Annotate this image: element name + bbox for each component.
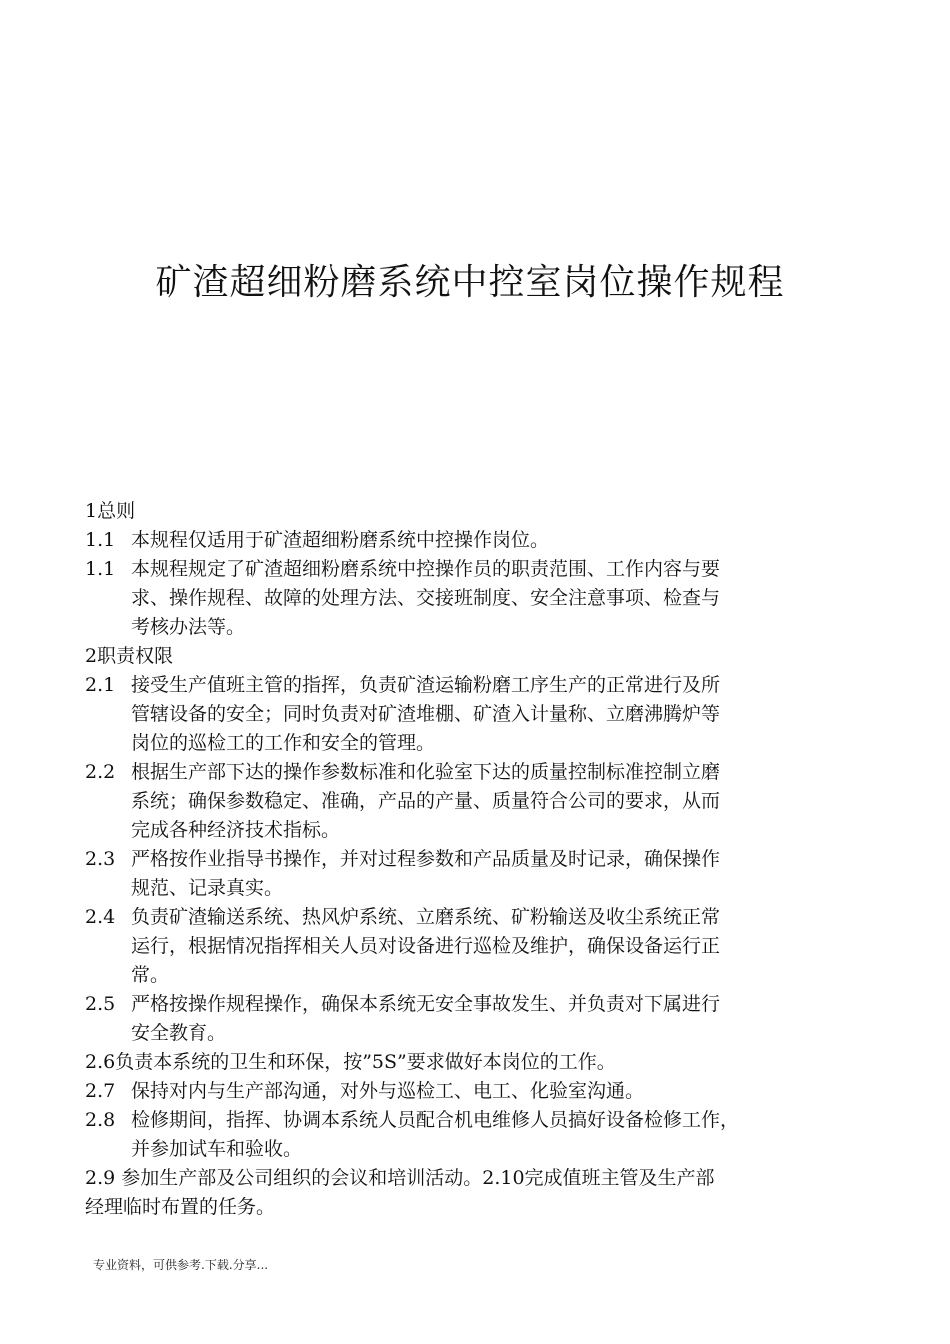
clause-text-line: 检修期间，指挥、协调本系统人员配合机电维修人员搞好设备检修工作，: [131, 1109, 740, 1131]
clause-number: 2.3: [85, 848, 116, 870]
clause-2-10-continuation: 经理临时布置的任务。: [85, 1196, 276, 1218]
clause-text-line: 系统；确保参数稳定、准确，产品的产量、质量符合公司的要求，从而: [131, 790, 721, 812]
clause-number: 2.5: [85, 993, 116, 1015]
clause-number: 1.1: [85, 529, 116, 551]
clause-text-line: 考核办法等。: [131, 616, 246, 638]
clause-text-line: 严格按操作规程操作，确保本系统无安全事故发生、并负责对下属进行: [131, 993, 721, 1015]
clause-text-line: 岗位的巡检工的工作和安全的管理。: [131, 732, 436, 754]
clause-2-2: [85, 758, 845, 845]
clause-text-line: 保持对内与生产部沟通，对外与巡检工、电工、化验室沟通。: [131, 1080, 645, 1102]
clause-2-3: [85, 845, 845, 903]
clause-text-line: 严格按作业指导书操作，并对过程参数和产品质量及时记录，确保操作: [131, 848, 721, 870]
clause-text-line: 完成各种经济技术指标。: [131, 819, 341, 841]
clause-text-line: 求、操作规程、故障的处理方法、交接班制度、安全注意事项、检查与: [131, 587, 721, 609]
clause-number: 1.1: [85, 558, 116, 580]
clause-2-9-2-10: 2.9 参加生产部及公司组织的会议和培训活动。2.10完成值班主管及生产部: [85, 1167, 715, 1189]
clause-number: 2.7: [85, 1080, 116, 1102]
clause-text-line: 负责矿渣输送系统、热风炉系统、立磨系统、矿粉输送及收尘系统正常: [131, 906, 721, 928]
page-footer: 专业资料，可供参考.下载.分享...: [93, 1258, 269, 1272]
clause-2-7: [85, 1077, 845, 1106]
clause-text-line: 接受生产值班主管的指挥，负责矿渣运输粉磨工序生产的正常进行及所: [131, 674, 721, 696]
clause-text-line: 规范、记录真实。: [131, 877, 284, 899]
clause-2-5: [85, 990, 845, 1048]
clause-1-1-scope: [85, 526, 845, 555]
clause-number: 2.4: [85, 906, 116, 928]
clause-2-4: [85, 903, 845, 990]
clause-2-8: [85, 1106, 845, 1164]
clause-2-1: [85, 671, 845, 758]
clause-1-1-content: [85, 555, 845, 642]
document-title: 矿渣超细粉磨系统中控室岗位操作规程: [155, 262, 785, 303]
clause-number: 2.1: [85, 674, 116, 696]
clause-2-6: 2.6负责本系统的卫生和环保，按”5S”要求做好本岗位的工作。: [85, 1051, 616, 1073]
clause-text-line: 管辖设备的安全；同时负责对矿渣堆棚、矿渣入计量称、立磨沸腾炉等: [131, 703, 721, 725]
document-body: [85, 497, 845, 1222]
clause-text: 本规程仅适用于矿渣超细粉磨系统中控操作岗位。: [131, 529, 550, 551]
clause-text-line: 常。: [131, 964, 170, 986]
clause-text-line: 安全教育。: [131, 1022, 227, 1044]
section-heading: 1总则: [85, 500, 136, 522]
clause-text-line: 根据生产部下达的操作参数标准和化验室下达的质量控制标准控制立磨: [131, 761, 721, 783]
section-heading: 2职责权限: [85, 645, 174, 667]
clause-text-line: 运行，根据情况指挥相关人员对设备进行巡检及维护，确保设备运行正: [131, 935, 721, 957]
clause-number: 2.2: [85, 761, 116, 783]
clause-text-line: 本规程规定了矿渣超细粉磨系统中控操作员的职责范围、工作内容与要: [131, 558, 721, 580]
clause-text-line: 并参加试车和验收。: [131, 1138, 303, 1160]
clause-number: 2.8: [85, 1109, 116, 1131]
